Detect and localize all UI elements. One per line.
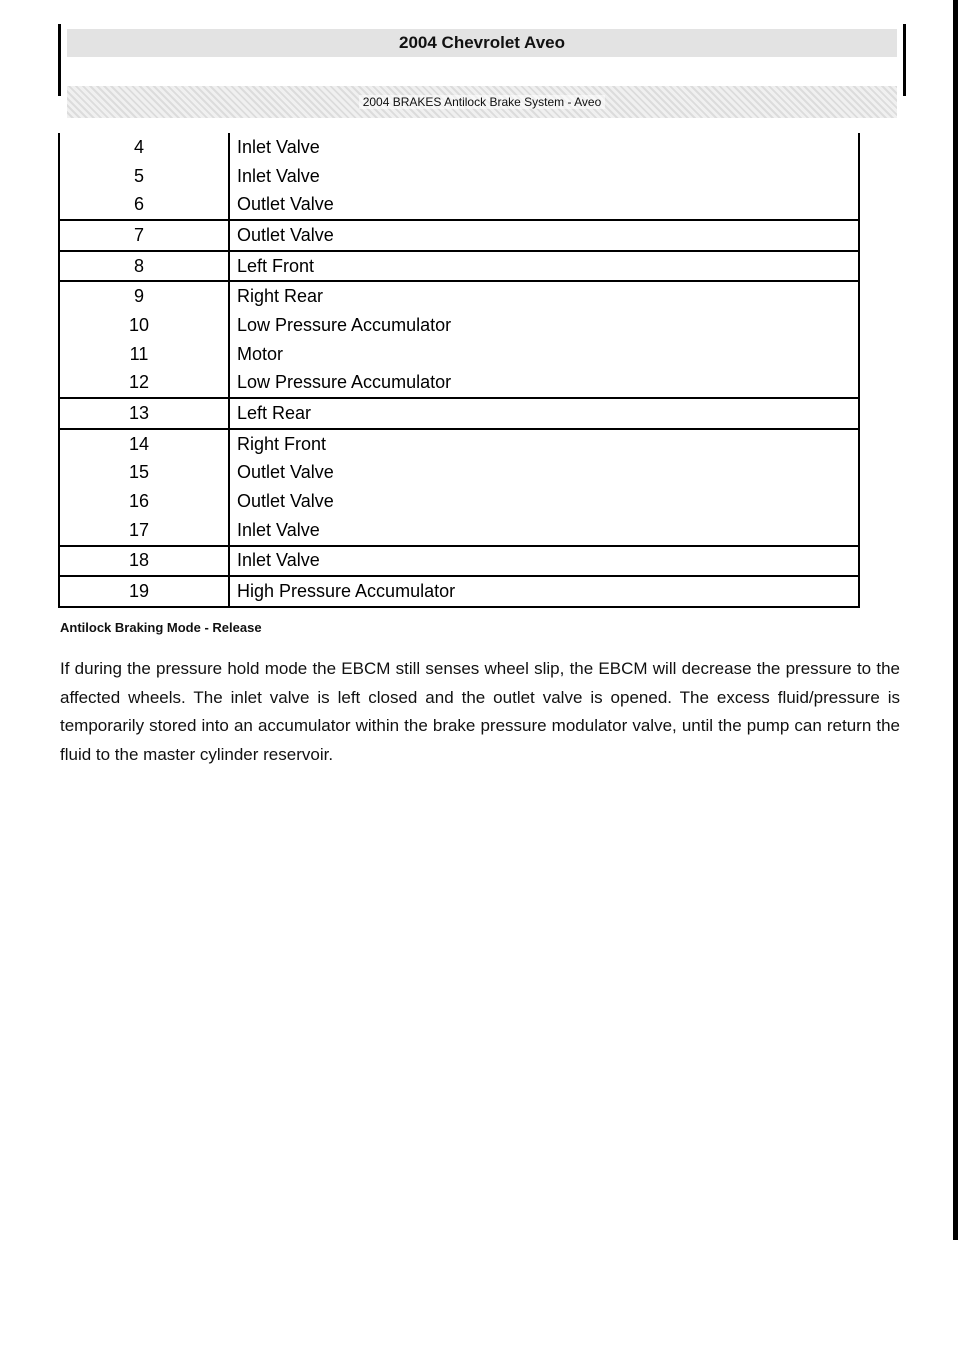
item-number: 18: [128, 550, 150, 571]
item-description: Inlet Valve: [229, 516, 859, 546]
table-row: [59, 220, 859, 251]
item-number: 11: [129, 343, 149, 364]
table-row: [59, 311, 859, 340]
item-description: Outlet Valve: [229, 220, 859, 251]
legend-group: [59, 133, 859, 220]
table-row: [59, 459, 859, 488]
item-description: Low Pressure Accumulator: [229, 311, 859, 340]
item-number: 5: [133, 165, 144, 186]
legend-group: [59, 546, 859, 577]
item-number: 9: [133, 286, 144, 307]
item-number: 10: [128, 314, 150, 335]
page-header: [58, 24, 906, 109]
body-paragraph: If during the pressure hold mode the EBCM still senses wheel slip, the EBCM will decrease the pressure to the affected wheels. The inlet valve is left closed and the outlet valve is opened. The excess fluid/pressure is temporarily stored into an accumulator within the brake pressure modulator valve, until the pump can return the fluid to the master cylinder reservoir.: [60, 659, 900, 764]
component-legend-table: [58, 133, 860, 608]
table-row: [59, 487, 859, 516]
document-subtitle: [67, 86, 897, 118]
table-row: [59, 369, 859, 399]
item-number: 12: [128, 372, 150, 393]
item-description: Inlet Valve: [229, 546, 859, 577]
item-number: 8: [133, 255, 144, 276]
item-description: Low Pressure Accumulator: [229, 369, 859, 399]
item-number: 13: [128, 403, 150, 424]
item-number: 6: [133, 194, 144, 215]
table-row: [59, 281, 859, 311]
item-number: 16: [128, 491, 150, 512]
document-subtitle-text: 2004 BRAKES Antilock Brake System - Aveo: [359, 95, 606, 109]
item-description: Left Front: [229, 251, 859, 282]
table-row: [59, 398, 859, 429]
item-description: Right Front: [229, 429, 859, 459]
legend-group: [59, 281, 859, 398]
item-description: Right Rear: [229, 281, 859, 311]
item-description: Outlet Valve: [229, 190, 859, 220]
legend-group: [59, 398, 859, 429]
table-row: [59, 251, 859, 282]
item-number: 4: [133, 136, 144, 157]
table-row: [59, 516, 859, 546]
item-number: 17: [128, 519, 150, 540]
table-row: [59, 429, 859, 459]
table-row: [59, 340, 859, 369]
item-number: 14: [128, 433, 150, 454]
item-number: 15: [128, 462, 150, 483]
legend-group: [59, 220, 859, 251]
table-row: [59, 133, 859, 162]
item-number: 19: [128, 581, 150, 602]
item-description: Outlet Valve: [229, 487, 859, 516]
item-description: Inlet Valve: [229, 162, 859, 191]
page-right-rule: [953, 0, 958, 1240]
document-title: 2004 Chevrolet Aveo: [67, 29, 897, 57]
item-description: Inlet Valve: [229, 133, 859, 162]
table-row: [59, 546, 859, 577]
item-description: Motor: [229, 340, 859, 369]
item-number: 7: [133, 224, 144, 245]
item-description: Outlet Valve: [229, 459, 859, 488]
table-row: [59, 190, 859, 220]
legend-group: [59, 251, 859, 282]
table-row: [59, 576, 859, 607]
item-description: Left Rear: [229, 398, 859, 429]
legend-group: [59, 576, 859, 607]
table-row: [59, 162, 859, 191]
item-description: High Pressure Accumulator: [229, 576, 859, 607]
section-heading: Antilock Braking Mode - Release: [60, 620, 262, 635]
legend-group: [59, 429, 859, 546]
